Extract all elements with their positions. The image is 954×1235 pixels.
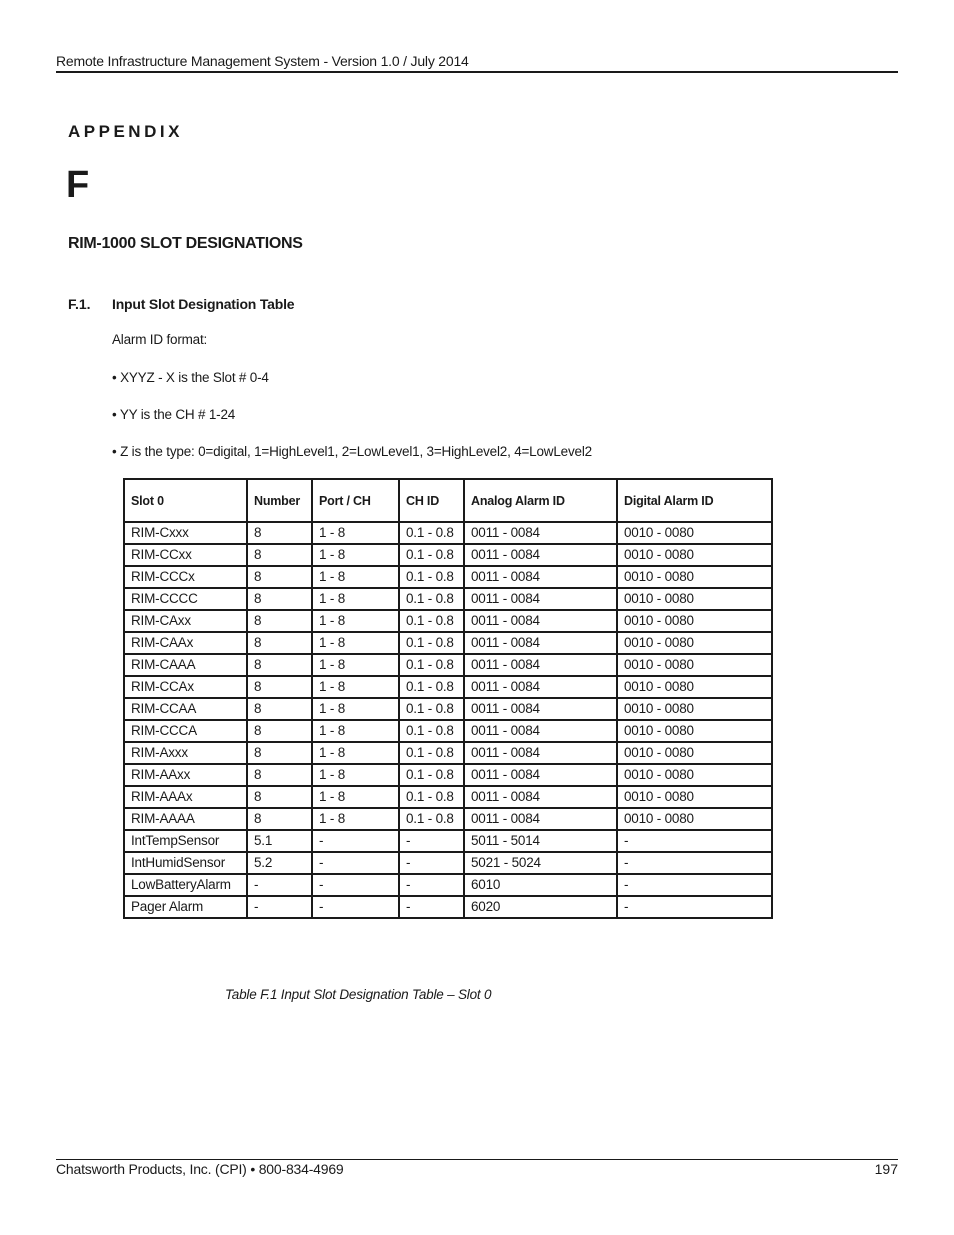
appendix-label: APPENDIX (68, 122, 183, 141)
footer-company: Chatsworth Products, Inc. (CPI) • 800-834-4969 (56, 1161, 344, 1177)
page-number: 197 (874, 1161, 898, 1177)
table-body (124, 522, 772, 918)
table-row (124, 896, 772, 918)
table-cell: 5021 - 5024 (464, 852, 617, 874)
table-cell: 0011 - 0084 (464, 544, 617, 566)
table-cell: 0.1 - 0.8 (399, 764, 464, 786)
table-cell: IntHumidSensor (124, 852, 247, 874)
table-cell: 8 (247, 610, 312, 632)
table-cell: - (312, 830, 399, 852)
table-cell: 0.1 - 0.8 (399, 742, 464, 764)
table-cell: 0.1 - 0.8 (399, 676, 464, 698)
table-row (124, 588, 772, 610)
table-cell: 1 - 8 (312, 720, 399, 742)
table-cell: RIM-CAAA (124, 654, 247, 676)
table-cell: 8 (247, 676, 312, 698)
table-cell: 8 (247, 720, 312, 742)
table-cell: - (399, 852, 464, 874)
table-cell: RIM-CCxx (124, 544, 247, 566)
table-cell: - (312, 852, 399, 874)
table-cell: 0011 - 0084 (464, 610, 617, 632)
running-header: Remote Infrastructure Management System - Version 1.0 / July 2014 (56, 53, 469, 69)
table-cell: 0010 - 0080 (617, 522, 772, 544)
table-row (124, 698, 772, 720)
table-cell: 0010 - 0080 (617, 720, 772, 742)
slot-designation-table (123, 478, 773, 919)
table-cell: 0011 - 0084 (464, 566, 617, 588)
table-row (124, 874, 772, 896)
table-cell: 8 (247, 632, 312, 654)
table-cell: 8 (247, 588, 312, 610)
table-row (124, 522, 772, 544)
table-cell: 1 - 8 (312, 654, 399, 676)
table-cell: 0011 - 0084 (464, 808, 617, 830)
table-cell: 5011 - 5014 (464, 830, 617, 852)
table-row (124, 566, 772, 588)
table-cell: 0.1 - 0.8 (399, 588, 464, 610)
table-header-row (124, 479, 772, 522)
section-title: Input Slot Designation Table (112, 296, 295, 312)
table-cell: RIM-CCAA (124, 698, 247, 720)
table-cell: 0.1 - 0.8 (399, 654, 464, 676)
table-cell: RIM-AAAx (124, 786, 247, 808)
table-cell: - (617, 896, 772, 918)
table-cell: - (247, 896, 312, 918)
column-header: Port / CH (312, 479, 399, 522)
table-cell: 0010 - 0080 (617, 566, 772, 588)
table-cell: 1 - 8 (312, 676, 399, 698)
table-cell: 8 (247, 786, 312, 808)
table-cell: RIM-Cxxx (124, 522, 247, 544)
appendix-title: RIM-1000 SLOT DESIGNATIONS (68, 235, 303, 252)
table-cell: 0010 - 0080 (617, 764, 772, 786)
table-cell: - (617, 874, 772, 896)
table-row (124, 764, 772, 786)
bullet-item: • XYYZ - X is the Slot # 0-4 (112, 370, 269, 385)
table-cell: 0.1 - 0.8 (399, 632, 464, 654)
table-cell: RIM-CCCC (124, 588, 247, 610)
table-cell: - (399, 896, 464, 918)
table-cell: 1 - 8 (312, 566, 399, 588)
table-cell: - (617, 852, 772, 874)
table-cell: 8 (247, 808, 312, 830)
table-cell: 0010 - 0080 (617, 610, 772, 632)
column-header: Digital Alarm ID (617, 479, 772, 522)
table-cell: 0.1 - 0.8 (399, 698, 464, 720)
table-cell: 0011 - 0084 (464, 632, 617, 654)
table-cell: 0010 - 0080 (617, 654, 772, 676)
table-cell: LowBatteryAlarm (124, 874, 247, 896)
column-header: Number (247, 479, 312, 522)
table-cell: 0.1 - 0.8 (399, 610, 464, 632)
table-cell: - (617, 830, 772, 852)
table-row (124, 654, 772, 676)
table-row (124, 742, 772, 764)
table-row (124, 852, 772, 874)
table-row (124, 786, 772, 808)
table-cell: 8 (247, 698, 312, 720)
table-cell: 1 - 8 (312, 610, 399, 632)
table-cell: RIM-CAAx (124, 632, 247, 654)
table-cell: 1 - 8 (312, 808, 399, 830)
table-cell: 8 (247, 654, 312, 676)
table-cell: RIM-AAxx (124, 764, 247, 786)
table-cell: 0.1 - 0.8 (399, 720, 464, 742)
table-cell: RIM-CCAx (124, 676, 247, 698)
table-cell: 1 - 8 (312, 522, 399, 544)
table-cell: RIM-Axxx (124, 742, 247, 764)
table-cell: 0010 - 0080 (617, 544, 772, 566)
table-row (124, 676, 772, 698)
table-cell: - (312, 874, 399, 896)
table-cell: 0011 - 0084 (464, 742, 617, 764)
footer-rule (56, 1159, 898, 1160)
table-cell: 0011 - 0084 (464, 654, 617, 676)
table-cell: 0010 - 0080 (617, 676, 772, 698)
table-cell: 1 - 8 (312, 632, 399, 654)
alarm-id-intro: Alarm ID format: (112, 332, 208, 347)
section-number: F.1. (68, 296, 91, 312)
table-cell: - (399, 874, 464, 896)
table-cell: 8 (247, 566, 312, 588)
table-cell: 8 (247, 522, 312, 544)
table-cell: 1 - 8 (312, 786, 399, 808)
table-cell: 0010 - 0080 (617, 698, 772, 720)
table-cell: 1 - 8 (312, 764, 399, 786)
bullet-item: • YY is the CH # 1-24 (112, 407, 236, 422)
appendix-letter: F (66, 164, 90, 206)
table-cell: 0010 - 0080 (617, 786, 772, 808)
table-cell: 0011 - 0084 (464, 764, 617, 786)
table-cell: 8 (247, 764, 312, 786)
table-cell: RIM-CCCx (124, 566, 247, 588)
table-cell: 0010 - 0080 (617, 808, 772, 830)
table-cell: 0.1 - 0.8 (399, 544, 464, 566)
table-cell: 0011 - 0084 (464, 588, 617, 610)
table-caption: Table F.1 Input Slot Designation Table – Slot 0 (225, 987, 492, 1002)
table-cell: 0011 - 0084 (464, 720, 617, 742)
table-cell: - (399, 830, 464, 852)
column-header: CH ID (399, 479, 464, 522)
table-cell: 8 (247, 742, 312, 764)
table-row (124, 544, 772, 566)
table-row (124, 610, 772, 632)
table-cell: - (247, 874, 312, 896)
table-cell: 5.2 (247, 852, 312, 874)
table-cell: 0.1 - 0.8 (399, 566, 464, 588)
table-cell: 1 - 8 (312, 742, 399, 764)
table-row (124, 720, 772, 742)
header-rule (56, 71, 898, 73)
table-cell: RIM-AAAA (124, 808, 247, 830)
table-cell: 5.1 (247, 830, 312, 852)
table-cell: Pager Alarm (124, 896, 247, 918)
table-cell: 0011 - 0084 (464, 698, 617, 720)
table-cell: 1 - 8 (312, 588, 399, 610)
table-cell: 1 - 8 (312, 544, 399, 566)
column-header: Analog Alarm ID (464, 479, 617, 522)
table-cell: 6020 (464, 896, 617, 918)
table-row (124, 632, 772, 654)
table-cell: RIM-CCCA (124, 720, 247, 742)
table-cell: 0010 - 0080 (617, 742, 772, 764)
table-cell: 0.1 - 0.8 (399, 808, 464, 830)
table-cell: 0010 - 0080 (617, 632, 772, 654)
table-cell: 0011 - 0084 (464, 676, 617, 698)
table-cell: 1 - 8 (312, 698, 399, 720)
table-row (124, 808, 772, 830)
table-cell: RIM-CAxx (124, 610, 247, 632)
table-cell: 8 (247, 544, 312, 566)
table-cell: - (312, 896, 399, 918)
table-cell: 0011 - 0084 (464, 786, 617, 808)
column-header: Slot 0 (124, 479, 247, 522)
table-cell: IntTempSensor (124, 830, 247, 852)
table-cell: 0011 - 0084 (464, 522, 617, 544)
table-cell: 0010 - 0080 (617, 588, 772, 610)
table-row (124, 830, 772, 852)
table-cell: 0.1 - 0.8 (399, 522, 464, 544)
table-cell: 6010 (464, 874, 617, 896)
bullet-item: • Z is the type: 0=digital, 1=HighLevel1, 2=LowLevel1, 3=HighLevel2, 4=LowLevel2 (112, 444, 592, 459)
table-cell: 0.1 - 0.8 (399, 786, 464, 808)
